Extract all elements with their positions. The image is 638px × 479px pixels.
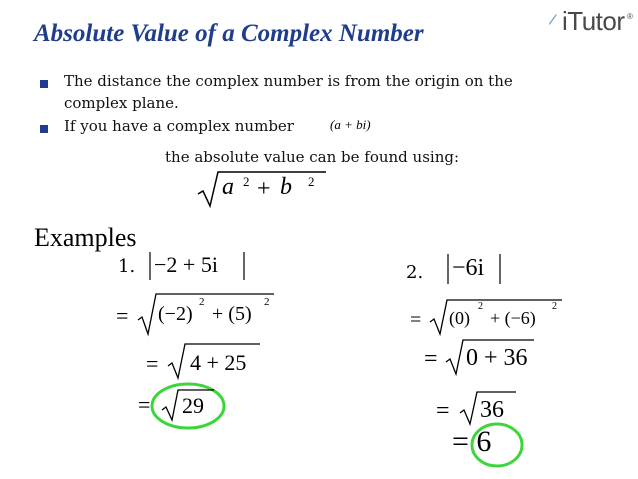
bullet-square-icon (40, 125, 48, 133)
example-1-step-1-b-exponent: 2 (264, 296, 270, 308)
example-1-expr: −2 + 5i (154, 252, 218, 277)
itutor-logo (547, 2, 635, 42)
example-2-answer: = 6 (452, 425, 492, 458)
sqrt-symbol-icon (136, 292, 276, 338)
example-1-step-2-equals: = (146, 351, 159, 376)
example-2-expr: −6i (452, 255, 485, 281)
example-1-step-1-a-exponent: 2 (199, 296, 205, 308)
formula-b-exponent: 2 (308, 174, 315, 189)
example-1-number: 1. (118, 256, 136, 277)
formula-b: b (280, 174, 292, 200)
example-2-number: 2. (406, 262, 424, 283)
examples-heading: Examples (34, 223, 137, 252)
example-2-step-1-b-exponent: 2 (552, 301, 557, 312)
example-2-step-3-equals: = (436, 398, 450, 424)
example-2-step-2-radicand: 0 + 36 (466, 345, 528, 371)
bullet-2-line-1: If you have a complex number (64, 117, 294, 135)
example-2-step-1-b: + (−6) (490, 308, 536, 328)
example-2-step-1-equals: = (410, 309, 422, 331)
example-1-step-1-equals: = (116, 303, 129, 328)
formula-plus: + (257, 176, 271, 202)
logo-wordmark: iTutor (562, 6, 625, 36)
example-1-step-1-a: (−2) (158, 303, 193, 325)
formula-intro: the absolute value can be found using: (165, 148, 460, 166)
page-title: Absolute Value of a Complex Number (34, 20, 424, 47)
complex-number-expr: (a + bi) (330, 117, 371, 132)
formula-a: a (222, 174, 234, 200)
example-1-step-1-b: + (5) (212, 303, 252, 325)
example-2-step-3-radicand: 36 (480, 397, 504, 423)
example-1-step-2-radicand: 4 + 25 (190, 350, 247, 375)
logo-mark-icon: / (547, 11, 558, 30)
example-2-step-1-a: (0) (449, 308, 470, 328)
example-2-step-2-equals: = (424, 346, 438, 372)
example-1-step-3-equals: = (138, 392, 151, 417)
example-2-step-1-a-exponent: 2 (478, 301, 483, 312)
bullet-1-line-2: complex plane. (64, 94, 179, 112)
formula-a-exponent: 2 (243, 174, 250, 189)
bullet-square-icon (40, 80, 48, 88)
bullet-1-line-1: The distance the complex number is from the origin on the (64, 72, 513, 90)
registered-mark: ® (627, 12, 633, 21)
example-1-step-3-radicand: 29 (182, 393, 204, 418)
